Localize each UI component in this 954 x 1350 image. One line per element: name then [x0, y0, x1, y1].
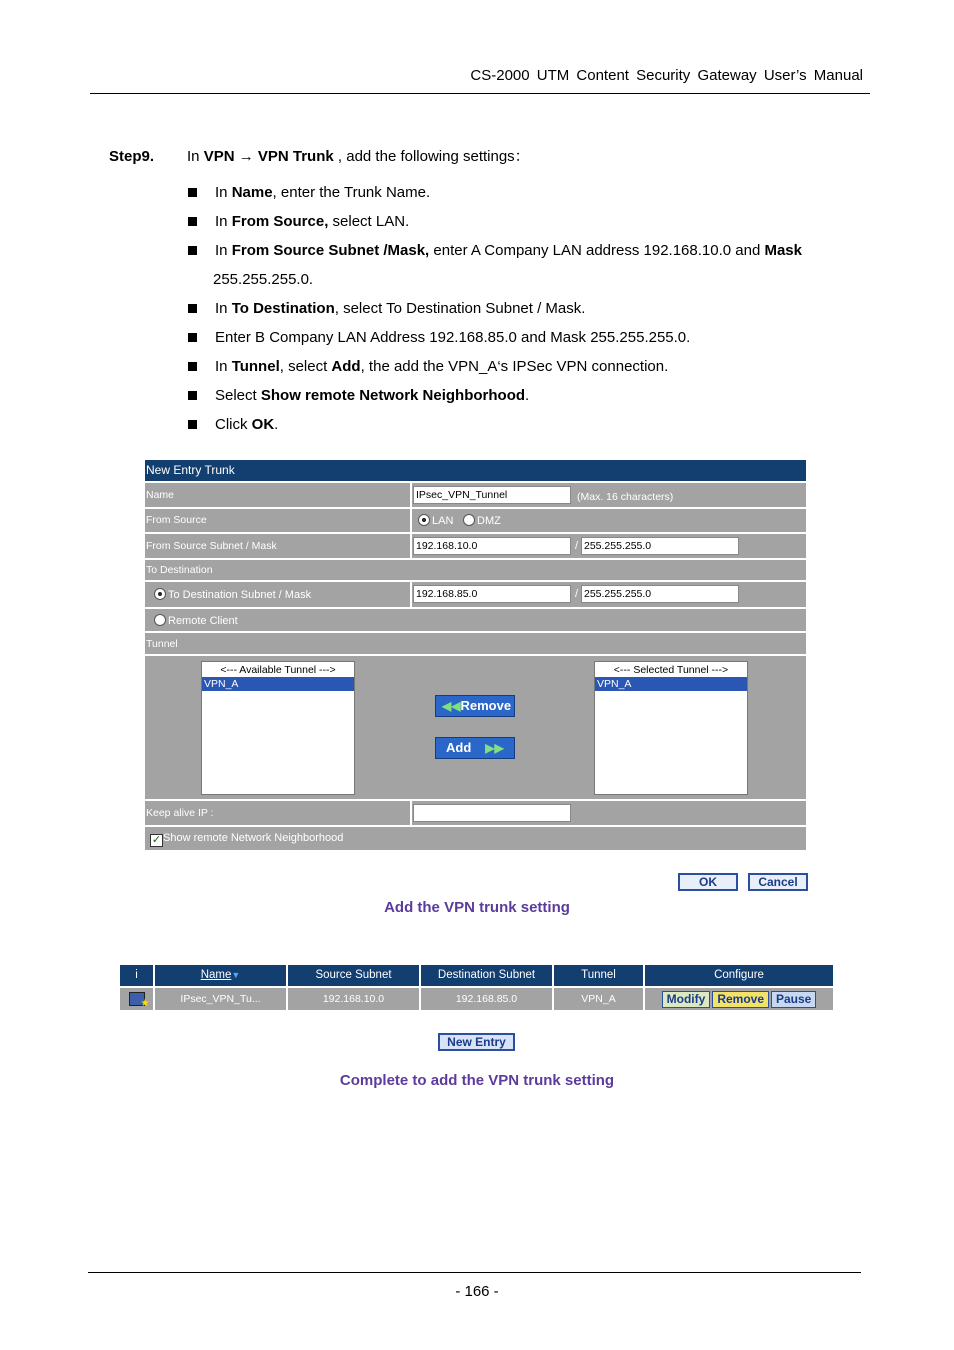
add-button[interactable]: Add ▶▶ — [435, 737, 515, 759]
keep-alive-row — [145, 801, 806, 825]
bullet-square-icon — [188, 391, 197, 400]
form-title-bar — [145, 460, 806, 481]
step-line — [109, 145, 530, 166]
to-mask-input[interactable]: 255.255.255.0 — [581, 585, 739, 603]
instruction-list — [188, 178, 802, 439]
to-subnet-row — [145, 582, 806, 607]
list-item[interactable]: VPN_A — [595, 677, 747, 691]
manual-title: CS-2000 UTM Content Security Gateway User’s Manual — [470, 67, 863, 84]
radio-empty-icon — [463, 514, 475, 526]
table-cell-tunnel: VPN_A — [554, 988, 643, 1010]
list-item: Enter B Company LAN Address 192.168.85.0 and Mask 255.255.255.0. — [188, 323, 802, 352]
remote-client-row — [145, 609, 806, 631]
list-item: In From Source Subnet /Mask, enter A Company LAN address 192.168.10.0 and Mask — [188, 236, 802, 265]
list-item[interactable]: VPN_A — [202, 677, 354, 691]
network-computer-icon: ★ — [129, 992, 145, 1006]
column-header-info: i — [120, 965, 153, 986]
step-arrow: → — [234, 148, 258, 165]
available-tunnel-header: <--- Available Tunnel ---> — [220, 664, 336, 676]
list-item: In From Source, select LAN. — [188, 207, 802, 236]
double-right-arrow-icon: ▶▶ — [485, 741, 504, 755]
bullet-square-icon — [188, 246, 197, 255]
checkmark-icon: ✓ — [151, 834, 162, 846]
keep-alive-label: Keep alive IP : — [146, 807, 214, 819]
to-subnet-input[interactable]: 192.168.85.0 — [413, 585, 571, 603]
step-label: Step9. — [109, 148, 155, 165]
double-left-arrow-icon: ◀◀ — [442, 699, 461, 713]
table-cell-configure — [645, 988, 833, 1010]
step-menu-vpn-trunk: VPN Trunk — [257, 148, 334, 165]
pause-button[interactable]: Pause — [771, 991, 816, 1008]
sort-down-icon: ▼ — [231, 970, 241, 980]
list-item: Click OK. — [188, 410, 802, 439]
name-row — [145, 483, 806, 507]
name-hint: (Max. 16 characters) — [577, 491, 674, 503]
list-item: In To Destination, select To Destination Subnet / Mask. — [188, 294, 802, 323]
name-input[interactable]: IPsec_VPN_Tunnel — [413, 486, 571, 504]
cancel-button[interactable]: Cancel — [748, 873, 808, 891]
footer-divider — [88, 1272, 861, 1273]
step-text-post: , add the following settings： — [333, 148, 530, 165]
keep-alive-input[interactable] — [413, 804, 571, 822]
from-source-row — [145, 509, 806, 532]
from-subnet-input[interactable]: 192.168.10.0 — [413, 537, 571, 555]
to-destination-label: To Destination — [146, 564, 213, 576]
list-item: Select Show remote Network Neighborhood. — [188, 381, 802, 410]
from-source-label: From Source — [146, 514, 207, 526]
new-entry-button[interactable]: New Entry — [438, 1033, 515, 1051]
modify-button[interactable]: Modify — [662, 991, 711, 1008]
column-header-tunnel: Tunnel — [554, 965, 643, 986]
slash-separator: / — [575, 588, 579, 600]
tunnel-label: Tunnel — [146, 638, 178, 650]
selected-tunnel-list[interactable] — [594, 661, 748, 795]
from-subnet-label: From Source Subnet / Mask — [146, 540, 277, 552]
remove-row-button[interactable]: Remove — [712, 991, 769, 1008]
figure-caption: Complete to add the VPN trunk setting — [339, 1072, 615, 1089]
tunnel-row — [145, 633, 806, 654]
table-cell-destination: 192.168.85.0 — [421, 988, 552, 1010]
list-item-continuation: 255.255.255.0. — [213, 271, 314, 288]
from-source-lan-radio[interactable]: LAN — [418, 514, 453, 527]
bullet-square-icon — [188, 304, 197, 313]
show-neighborhood-row — [145, 827, 806, 850]
from-mask-input[interactable]: 255.255.255.0 — [581, 537, 739, 555]
column-header-source-subnet: Source Subnet — [288, 965, 419, 986]
list-item: In Name, enter the Trunk Name. — [188, 178, 802, 207]
step-menu-vpn: VPN — [203, 148, 235, 165]
to-destination-row — [145, 560, 806, 580]
table-row-status — [120, 988, 153, 1010]
radio-selected-icon — [154, 588, 166, 600]
name-label: Name — [146, 489, 175, 501]
table-cell-source: 192.168.10.0 — [288, 988, 419, 1010]
header-divider — [90, 93, 870, 94]
show-neighborhood-checkbox[interactable]: ✓ Show remote Network Neighborhood — [151, 832, 344, 846]
from-subnet-row — [145, 534, 806, 558]
bullet-square-icon — [188, 362, 197, 371]
ok-button[interactable]: OK — [678, 873, 738, 891]
remote-client-radio[interactable]: Remote Client — [154, 614, 238, 627]
step-text-pre: In — [187, 148, 204, 165]
radio-selected-icon — [418, 514, 430, 526]
selected-tunnel-header: <--- Selected Tunnel ---> — [613, 664, 729, 676]
column-header-configure: Configure — [645, 965, 833, 986]
bullet-square-icon — [188, 188, 197, 197]
remove-button[interactable]: ◀◀Remove — [435, 695, 515, 717]
tunnel-selection-area — [145, 656, 806, 799]
radio-empty-icon — [154, 614, 166, 626]
page-number: - 166 - — [455, 1283, 499, 1300]
to-dest-subnet-radio[interactable]: To Destination Subnet / Mask — [154, 588, 311, 601]
form-title: New Entry Trunk — [146, 463, 235, 477]
available-tunnel-list[interactable] — [201, 661, 355, 795]
table-cell-name: IPsec_VPN_Tu... — [155, 988, 286, 1010]
slash-separator: / — [575, 540, 579, 552]
column-header-destination-subnet: Destination Subnet — [421, 965, 552, 986]
column-header-name[interactable]: Name▼ — [155, 965, 286, 986]
bullet-square-icon — [188, 420, 197, 429]
from-source-dmz-radio[interactable]: DMZ — [463, 514, 501, 527]
list-item: In Tunnel, select Add, the add the VPN_A‘s IPSec VPN connection. — [188, 352, 802, 381]
bullet-square-icon — [188, 333, 197, 342]
bullet-square-icon — [188, 217, 197, 226]
figure-caption: Add the VPN trunk setting — [384, 899, 570, 916]
